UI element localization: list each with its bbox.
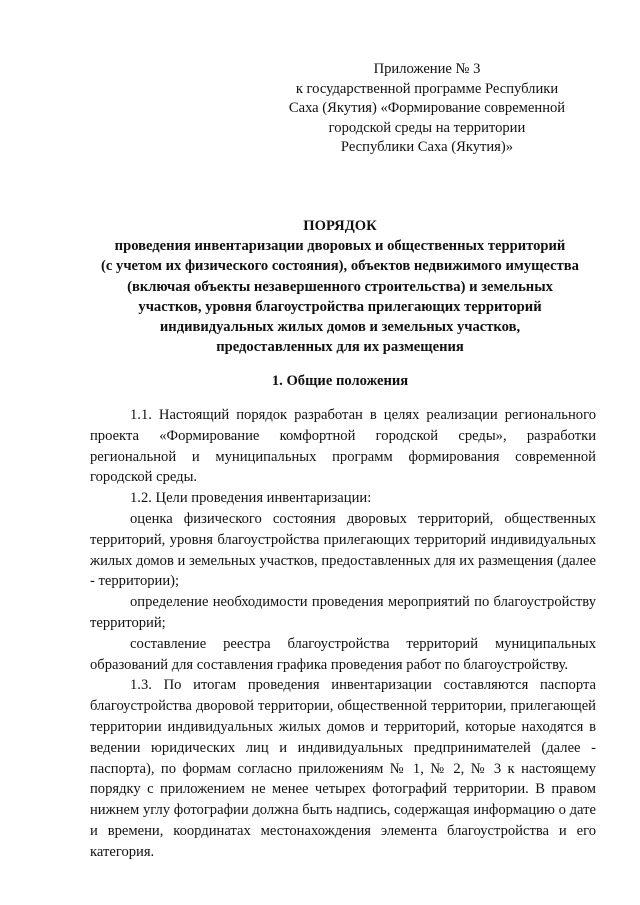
title-line: проведения инвентаризации дворовых и общественных территорий	[114, 238, 566, 255]
annex-line: Республики Саха (Якутия)»	[340, 139, 514, 155]
section-body	[90, 405, 596, 863]
title-heading: ПОРЯДОК	[303, 218, 377, 234]
title-line: (с учетом их физического состояния), объектов недвижимого имущества	[101, 258, 579, 275]
title-line: (включая объекты незавершенного строительства) и земельных	[127, 278, 553, 295]
document-title	[80, 216, 600, 357]
annex-line: Приложение № 3	[373, 61, 481, 77]
annex-line: к государственной программе Республики	[295, 80, 559, 97]
title-line: индивидуальных жилых домов и земельных участков,	[159, 319, 521, 336]
paragraph-1-1: 1.1. Настоящий порядок разработан в целях реализации регионального проекта «Формирование комфортной городской среды», разработки региональной и муниципальных программ формирования современной городской среды.	[90, 407, 596, 486]
paragraph-1-2: 1.2. Цели проведения инвентаризации:	[130, 490, 372, 507]
annex-line: Саха (Якутия) «Формирование современной	[288, 100, 566, 116]
title-line: участков, уровня благоустройства прилегающих территорий	[138, 298, 542, 315]
paragraph-goal-registry: составление реестра благоустройства территорий муниципальных образований для составления графика проведения работ по благоустройству.	[90, 635, 596, 673]
annex-header	[268, 60, 586, 158]
paragraph-goal-necessity: определение необходимости проведения мероприятий по благоустройству территорий;	[90, 594, 596, 631]
title-line: предоставленных для их размещения	[216, 339, 464, 356]
paragraph-1-3: 1.3. По итогам проведения инвентаризации составляются паспорта благоустройства дворовой территории, общественной территории, прилегающей территории индивидуальных жилых домов и территорий, которые находятся в ведении юридических лиц и индивидуальных предпринимателей (далее - паспорта), по формам согласно приложениям № 1, № 2, № 3 к настоящему порядку с приложением не менее четырех фотографий территории. В правом нижнем углу фотографии должна быть надпись, содержащая информацию о дате и времени, координатах местонахождения элемента благоустройства и его категория.	[90, 677, 596, 860]
annex-line: городской среды на территории	[328, 119, 526, 136]
section-heading: 1. Общие положения	[271, 373, 409, 389]
paragraph-goal-assessment: оценка физического состояния дворовых территорий, общественных территорий, уровня благоустройства прилегающих территорий индивидуальных жилых домов и земельных участков, предоставленных для их размещения (далее - территории);	[90, 510, 596, 590]
